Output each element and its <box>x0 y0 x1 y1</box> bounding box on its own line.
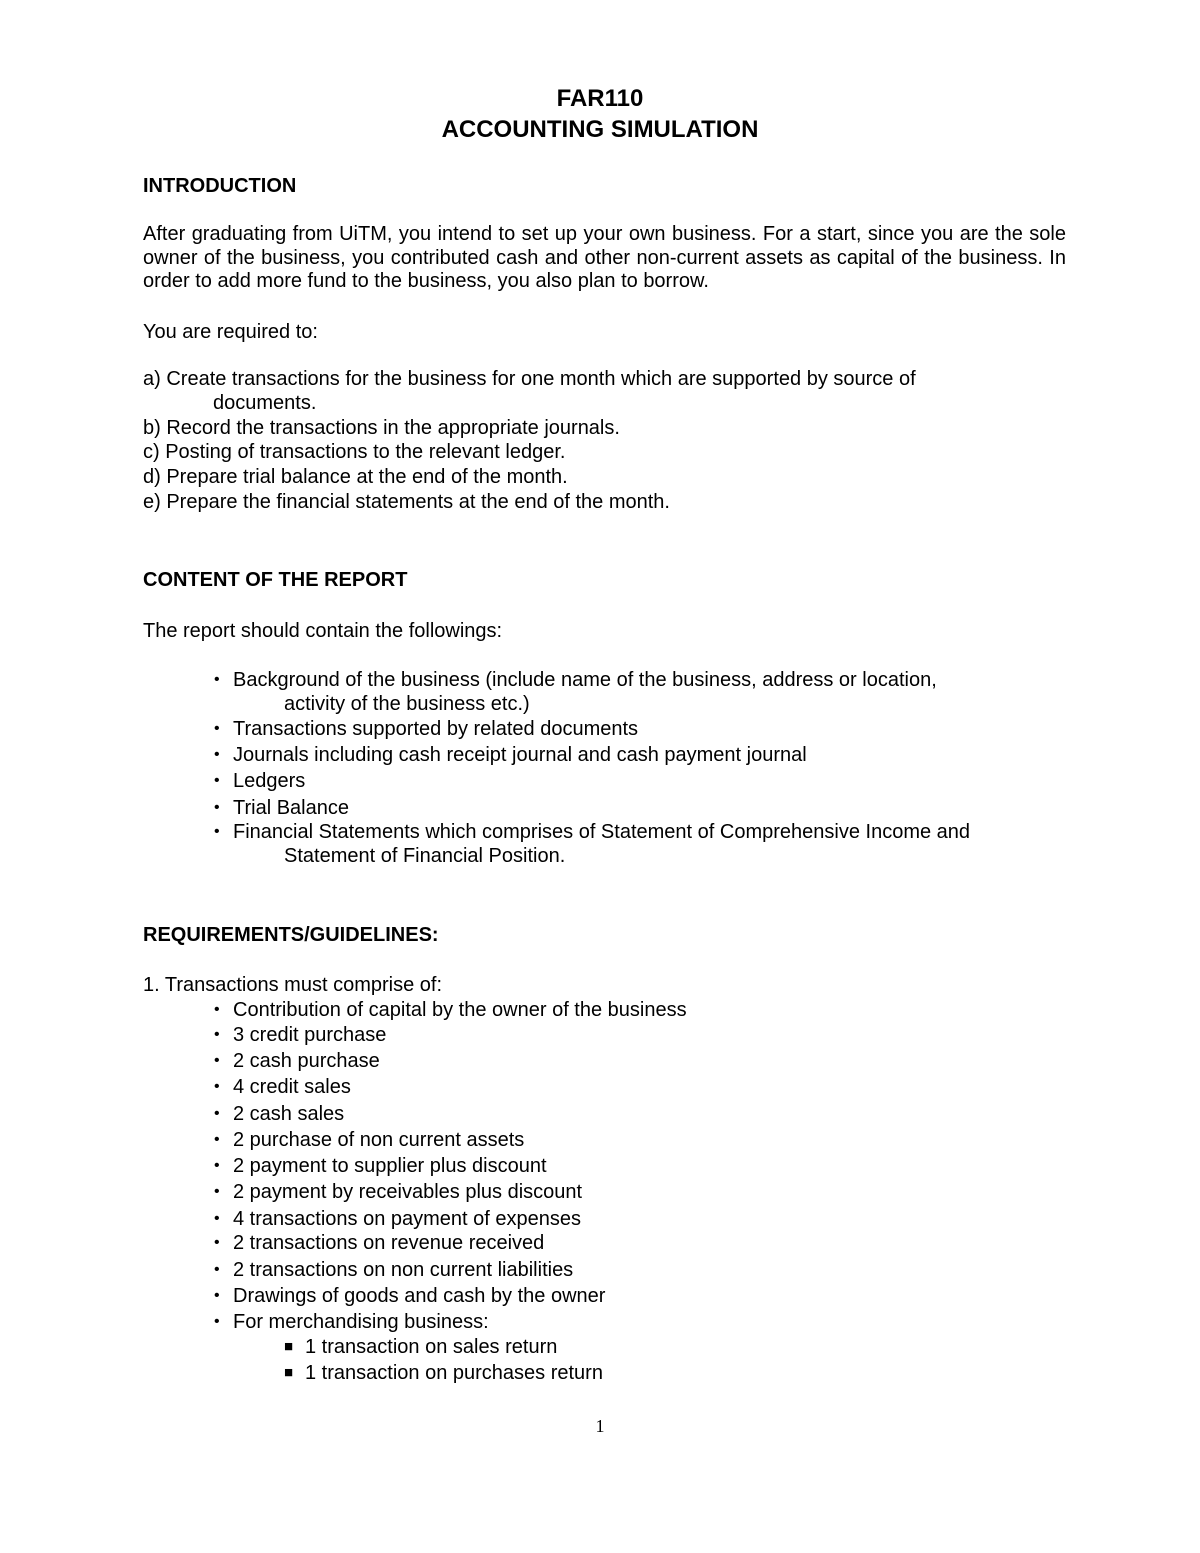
content-intro: The report should contain the followings: <box>143 620 503 642</box>
task-c: c) Posting of transactions to the relevant ledger. <box>143 441 566 463</box>
introduction-heading: INTRODUCTION <box>143 175 297 197</box>
content-bullet: Transactions supported by related documents <box>233 718 639 740</box>
requirement-bullet: 2 payment to supplier plus discount <box>233 1155 547 1177</box>
content-heading: CONTENT OF THE REPORT <box>143 569 408 591</box>
task-b: b) Record the transactions in the appropriate journals. <box>143 417 620 439</box>
requirement-sub-bullet: 1 transaction on sales return <box>305 1336 558 1358</box>
requirement-bullet: 4 credit sales <box>233 1076 351 1098</box>
bullet-dot: • <box>214 1234 220 1251</box>
content-bullet: Financial Statements which comprises of Statement of Comprehensive Income and <box>233 821 971 843</box>
content-bullet: Background of the business (include name of the business, address or location, <box>233 669 937 691</box>
requirement-bullet: 3 credit purchase <box>233 1024 387 1046</box>
content-bullet: Trial Balance <box>233 797 349 819</box>
content-bullet-continuation: Statement of Financial Position. <box>284 845 566 867</box>
task-a: a) Create transactions for the business for one month which are supported by source of <box>143 368 916 390</box>
requirement-bullet: 2 transactions on revenue received <box>233 1232 545 1254</box>
bullet-dot: • <box>214 746 220 763</box>
content-bullet: Journals including cash receipt journal and cash payment journal <box>233 744 807 766</box>
requirement-bullet: Drawings of goods and cash by the owner <box>233 1285 606 1307</box>
course-code: FAR110 <box>556 85 644 112</box>
requirement-bullet: Contribution of capital by the owner of the business <box>233 999 687 1021</box>
requirement-bullet: 2 cash purchase <box>233 1050 380 1072</box>
requirement-bullet: 2 payment by receivables plus discount <box>233 1181 583 1203</box>
bullet-dot: • <box>214 1131 220 1148</box>
bullet-dot: • <box>214 1026 220 1043</box>
bullet-dot: • <box>214 823 220 840</box>
requirement-bullet: 2 transactions on non current liabilities <box>233 1259 574 1281</box>
bullet-dot: • <box>214 1183 220 1200</box>
bullet-dot: • <box>214 1078 220 1095</box>
content-bullet-continuation: activity of the business etc.) <box>284 693 530 715</box>
bullet-dot: • <box>214 799 220 816</box>
bullet-dot: • <box>214 1105 220 1122</box>
introduction-paragraph: After graduating from UiTM, you intend to set up your own business. For a start, since you are the sole owner of the business, you contributed cash and other non-current assets as capital of the business. In order to add more fund to the business, you also plan to borrow. <box>143 223 1066 292</box>
requirements-heading: REQUIREMENTS/GUIDELINES: <box>143 924 439 946</box>
task-e: e) Prepare the financial statements at the end of the month. <box>143 491 670 513</box>
required-intro: You are required to: <box>143 321 318 343</box>
bullet-dot: • <box>214 671 220 688</box>
page-number: 1 <box>595 1416 605 1436</box>
bullet-dot: • <box>214 1157 220 1174</box>
bullet-dot: • <box>214 1210 220 1227</box>
bullet-dot: • <box>214 1052 220 1069</box>
task-d: d) Prepare trial balance at the end of the month. <box>143 466 568 488</box>
task-a-continuation: documents. <box>213 392 317 414</box>
bullet-dot: • <box>214 772 220 789</box>
requirement-sub-bullet: 1 transaction on purchases return <box>305 1362 603 1384</box>
requirements-item-1: 1. Transactions must comprise of: <box>143 974 443 996</box>
content-bullet: Ledgers <box>233 770 306 792</box>
requirement-bullet: For merchandising business: <box>233 1311 489 1333</box>
document-title: ACCOUNTING SIMULATION <box>441 116 759 143</box>
bullet-dot: • <box>214 720 220 737</box>
square-bullet-icon: ■ <box>284 1338 294 1355</box>
bullet-dot: • <box>214 1001 220 1018</box>
requirement-bullet: 4 transactions on payment of expenses <box>233 1208 581 1230</box>
bullet-dot: • <box>214 1313 220 1330</box>
requirement-bullet: 2 cash sales <box>233 1103 345 1125</box>
requirement-bullet: 2 purchase of non current assets <box>233 1129 525 1151</box>
square-bullet-icon: ■ <box>284 1364 294 1381</box>
bullet-dot: • <box>214 1261 220 1278</box>
bullet-dot: • <box>214 1287 220 1304</box>
